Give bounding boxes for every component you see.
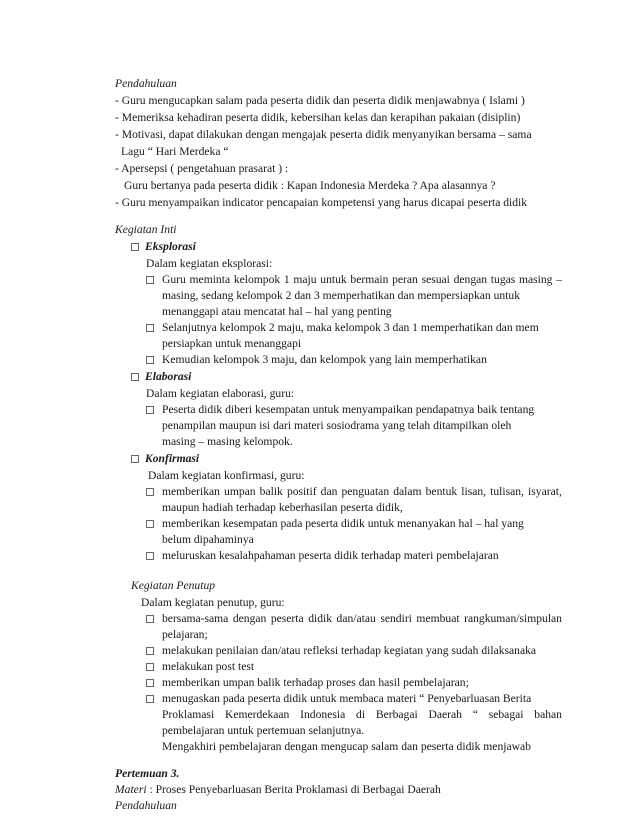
materi-text: : Proses Penyebarluasan Berita Proklamasi di Berbagai Daerah (146, 783, 441, 796)
checkbox-icon (146, 552, 154, 560)
elaborasi-lead: Dalam kegiatan elaborasi, guru: (146, 387, 295, 400)
intro-heading: Pendahuluan (115, 77, 177, 90)
list-item-text: melakukan post test (162, 660, 255, 673)
list-item-text: Guru meminta kelompok 1 maju untuk bermain peran sesuai dengan tugas masing – (162, 273, 562, 286)
list-item-text: menanggapi atau mencatat hal – hal yang penting (162, 305, 392, 318)
intro-line: Lagu “ Hari Merdeka “ (121, 145, 229, 158)
checkbox-icon (146, 406, 154, 414)
elaborasi-heading (131, 369, 191, 384)
list-item-text: pelajaran; (162, 628, 208, 641)
list-item-text: penampilan maupun isi dari materi sosiodrama yang telah ditampilkan oleh (162, 419, 512, 432)
intro-line: Guru bertanya pada peserta didik : Kapan Indonesia Merdeka ? Apa alasannya ? (124, 179, 496, 192)
checkbox-icon (146, 324, 154, 332)
list-item-text: memberikan kesempatan pada peserta didik untuk menanyakan hal – hal yang (162, 517, 524, 530)
list-item-marker (146, 643, 160, 658)
eksplorasi-title: Eksplorasi (145, 240, 196, 253)
list-item-text: pembelajaran untuk pertemuan selanjutnya. (162, 724, 365, 737)
meeting3-heading: Pertemuan 3. (115, 767, 180, 780)
list-item-marker (146, 402, 160, 417)
konfirmasi-heading (131, 451, 199, 466)
eksplorasi-heading (131, 239, 196, 254)
checkbox-icon (146, 356, 154, 364)
checkbox-icon (131, 455, 139, 463)
list-item-text: Selanjutnya kelompok 2 maju, maka kelompok 3 dan 1 memperhatikan dan mem (162, 321, 539, 334)
checkbox-icon (146, 276, 154, 284)
checkbox-icon (146, 488, 154, 496)
intro-line: - Guru mengucapkan salam pada peserta didik dan peserta didik menjawabnya ( Islami ) (115, 94, 525, 107)
closing-lead: Dalam kegiatan penutup, guru: (141, 596, 285, 609)
eksplorasi-lead: Dalam kegiatan eksplorasi: (146, 257, 273, 270)
list-item-marker (146, 320, 160, 335)
checkbox-icon (146, 647, 154, 655)
intro-line: - Motivasi, dapat dilakukan dengan mengajak peserta didik menyanyikan bersama – sama (115, 128, 532, 141)
list-item-marker (146, 675, 160, 690)
checkbox-icon (146, 663, 154, 671)
list-item-marker (146, 611, 160, 626)
elaborasi-title: Elaborasi (145, 370, 192, 383)
list-item-text: bersama-sama dengan peserta didik dan/atau sendiri membuat rangkuman/simpulan (162, 612, 562, 625)
konfirmasi-title: Konfirmasi (145, 452, 200, 465)
checkbox-icon (131, 373, 139, 381)
list-item-text: masing, sedang kelompok 2 dan 3 memperhatikan dan mempersiapkan untuk (162, 289, 521, 302)
materi-label: Materi (115, 783, 147, 796)
list-item-text: Proklamasi Kemerdekaan Indonesia di Berbagai Daerah “ sebagai bahan (162, 708, 562, 721)
list-item-marker (146, 516, 160, 531)
closing-heading: Kegiatan Penutup (131, 579, 216, 592)
list-item-text: meluruskan kesalahpahaman peserta didik terhadap materi pembelajaran (162, 549, 499, 562)
konfirmasi-lead: Dalam kegiatan konfirmasi, guru: (148, 469, 305, 482)
intro-line: - Memeriksa kehadiran peserta didik, kebersihan kelas dan kerapihan pakaian (disiplin) (115, 111, 521, 124)
meeting3-intro-heading: Pendahuluan (115, 799, 177, 812)
meeting3-materi (115, 782, 441, 797)
list-item-text: Mengakhiri pembelajaran dengan mengucap salam dan peserta didik menjawab (162, 740, 531, 753)
list-item-marker (146, 691, 160, 706)
list-item-marker (146, 659, 160, 674)
checkbox-icon (146, 520, 154, 528)
list-item-text: Peserta didik diberi kesempatan untuk menyampaikan pendapatnya baik tentang (162, 403, 535, 416)
list-item-text: memberikan umpan balik terhadap proses dan hasil pembelajaran; (162, 676, 469, 689)
checkbox-icon (131, 243, 139, 251)
list-item-marker (146, 548, 160, 563)
list-item-text: maupun hadiah terhadap keberhasilan peserta didik, (162, 501, 403, 514)
list-item-marker (146, 272, 160, 287)
list-item-text: menugaskan pada peserta didik untuk membaca materi “ Penyebarluasan Berita (162, 692, 532, 705)
list-item-marker (146, 352, 160, 367)
list-item-text: memberikan umpan balik positif dan penguatan dalam bentuk lisan, tulisan, isyarat, (162, 485, 562, 498)
checkbox-icon (146, 615, 154, 623)
core-heading: Kegiatan Inti (115, 223, 177, 236)
checkbox-icon (146, 695, 154, 703)
list-item-text: persiapkan untuk menanggapi (162, 337, 302, 350)
intro-line: - Apersepsi ( pengetahuan prasarat ) : (115, 162, 289, 175)
intro-line: - Guru menyampaikan indicator pencapaian kompetensi yang harus dicapai peserta didik (115, 196, 528, 209)
list-item-text: melakukan penilaian dan/atau refleksi terhadap kegiatan yang sudah dilaksanaka (162, 644, 537, 657)
list-item-text: masing – masing kelompok. (162, 435, 293, 448)
list-item-text: Kemudian kelompok 3 maju, dan kelompok yang lain memperhatikan (162, 353, 487, 366)
list-item-text: belum dipahaminya (162, 533, 254, 546)
list-item-marker (146, 484, 160, 499)
checkbox-icon (146, 679, 154, 687)
